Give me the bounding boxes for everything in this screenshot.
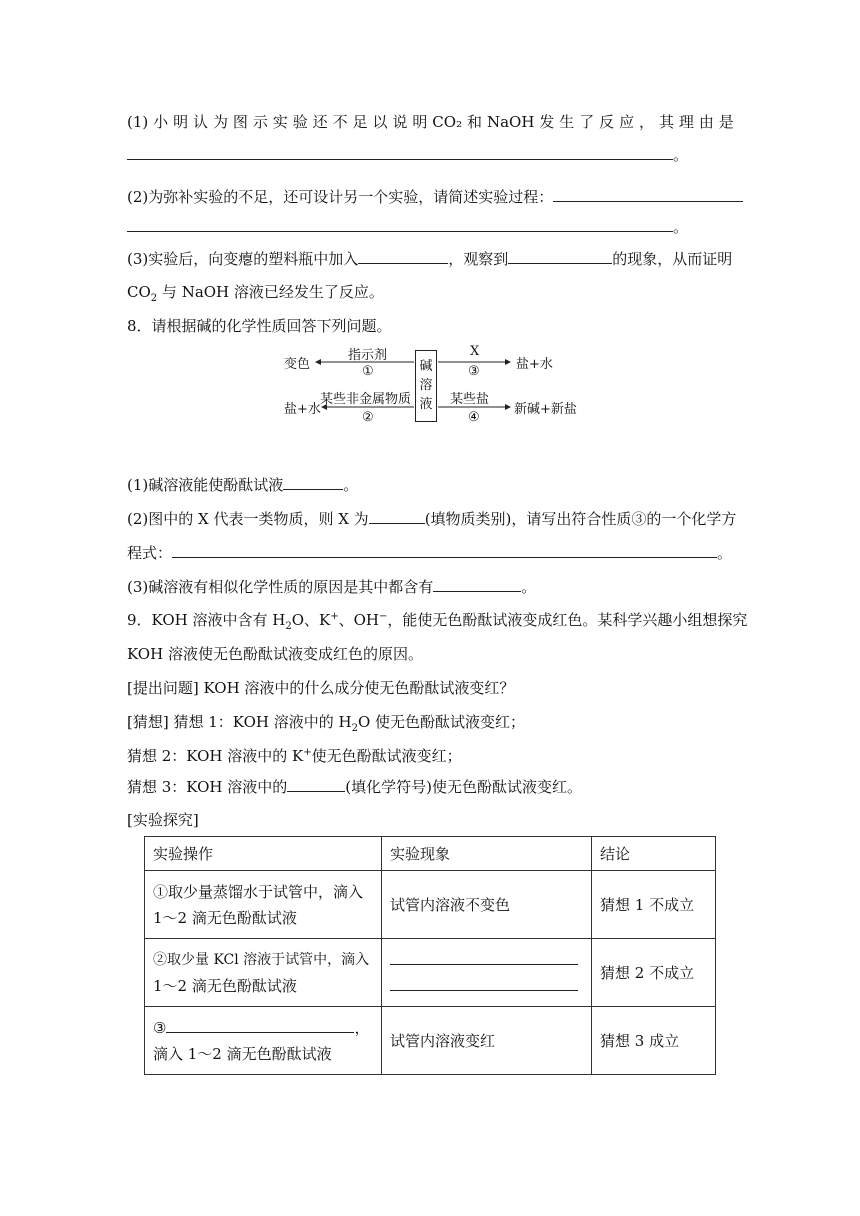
q7-part1-char: 应: [619, 113, 635, 131]
left-bottom-label: 某些非金属物质: [320, 392, 412, 407]
answer-blank[interactable]: [553, 186, 743, 202]
row1-operation: ①取少量蒸馏水于试管中，滴入 1～2 滴无色酚酞试液: [145, 871, 382, 939]
answer-blank[interactable]: [283, 474, 343, 490]
answer-blank[interactable]: [433, 576, 521, 592]
table-row: [145, 871, 716, 939]
left-top-label: 指示剂: [348, 348, 388, 363]
q9-question: [提出问题] KOH 溶液中的什么成分使无色酚酞试液变红？: [127, 679, 515, 697]
q7-part1-char: (1): [127, 113, 149, 131]
row2-conclusion: 猜想 2 不成立: [592, 939, 716, 1007]
table-header-row: [145, 837, 716, 871]
row2-operation: ②取少量 KCl 溶液于试管中，滴入 1～2 滴无色酚酞试液: [145, 939, 382, 1007]
q9-guess1: [猜想] 猜想 1：KOH 溶液中的 $H_2O$ 使无色酚酞试液变红；: [127, 713, 526, 734]
q7-part1-char: 验: [292, 113, 308, 131]
q7-part1-char: NaOH: [486, 113, 535, 131]
answer-blank[interactable]: [508, 248, 612, 264]
q7-part1-char: 反: [599, 113, 615, 131]
answer-blank[interactable]: [166, 1017, 354, 1033]
q8-part2-line: (2)图中的 X 代表一类物质，则 X 为 (填物质类别)，请写出符合性质③的一个化学方: [127, 510, 737, 528]
q7-part1-char: 明: [412, 113, 428, 131]
q9-guess2: 猜想 2：KOH 溶液中的 K+使无色酚酞试液变红；: [127, 747, 462, 765]
right-bottom-label: 某些盐: [450, 392, 490, 407]
base-solution-box: 碱 溶 液: [415, 350, 437, 422]
q8-part1-line: (1)碱溶液能使酚酞试液 。: [127, 476, 359, 494]
table-row: [145, 1007, 716, 1075]
base-properties-diagram: [280, 340, 600, 432]
q7-part2-line: (2)为弥补实验的不足，还可设计另一个实验，请简述实验过程：: [127, 186, 743, 207]
row1-phenomenon: 试管内溶液不变色: [382, 871, 592, 939]
row3-phenomenon: 试管内溶液变红: [382, 1007, 592, 1075]
right-bottom-result: 新碱+新盐: [514, 402, 577, 417]
q7-part3-line2: $CO_2$ 与 NaOH 溶液已经发生了反应。: [127, 283, 384, 304]
right-bottom-num: ④: [468, 410, 480, 425]
q8-part3-line: (3)碱溶液有相似化学性质的原因是其中都含有 。: [127, 578, 537, 596]
q7-part1-char: 发: [539, 113, 555, 131]
header-conclusion: 结论: [592, 837, 716, 871]
answer-blank[interactable]: [287, 776, 345, 792]
row1-conclusion: 猜想 1 不成立: [592, 871, 716, 939]
left-bottom-num: ②: [362, 410, 374, 425]
answer-blank[interactable]: [390, 975, 578, 991]
q7-part1-char: 为: [212, 113, 228, 131]
table-row: [145, 939, 716, 1007]
q9-explore-heading: [实验探究]: [127, 811, 199, 829]
q7-part1-char: 生: [559, 113, 575, 131]
left-top-result: 变色: [284, 357, 311, 372]
q7-part3-line: (3)实验后，向变瘪的塑料瓶中加入 ，观察到 的现象，从而证明: [127, 250, 733, 268]
q7-part1-char: 示: [252, 113, 268, 131]
q7-part1-char: 以: [372, 113, 388, 131]
q7-part1-char: 说: [392, 113, 408, 131]
right-top-label: X: [470, 344, 480, 359]
q7-part2-answer-line: 。: [127, 216, 688, 237]
q7-part1-char: 其: [658, 113, 674, 131]
answer-blank[interactable]: [390, 949, 578, 965]
q9-guess3: 猜想 3：KOH 溶液中的 (填化学符号)使无色酚酞试液变红。: [127, 778, 582, 796]
answer-blank[interactable]: [358, 248, 448, 264]
q7-part1-line: [127, 112, 734, 132]
q7-part1-char: 和: [467, 113, 483, 131]
header-phenomenon: 实验现象: [382, 837, 592, 871]
experiment-table: [144, 836, 716, 1075]
q7-part1-char: 还: [312, 113, 328, 131]
q8-title: 8．请根据碱的化学性质回答下列问题。: [127, 317, 392, 335]
row2-phenomenon-blanks: [382, 939, 592, 1007]
q7-part1-char: 实: [272, 113, 288, 131]
answer-blank[interactable]: [172, 542, 717, 558]
left-bottom-result: 盐+水: [284, 402, 321, 417]
answer-blank[interactable]: [127, 144, 673, 160]
left-top-num: ①: [362, 364, 374, 379]
row3-operation: ③ ， 滴入 1～2 滴无色酚酞试液: [145, 1007, 382, 1075]
q7-part1-char: 图: [232, 113, 248, 131]
q8-part2-line2: 程式： 。: [127, 544, 733, 562]
q7-part1-char: 理: [678, 113, 694, 131]
right-top-num: ③: [468, 364, 480, 379]
right-top-result: 盐+水: [516, 357, 553, 372]
q7-part1-char: ，: [639, 113, 655, 131]
q7-part1-char: 由: [698, 113, 714, 131]
answer-blank[interactable]: [127, 216, 673, 232]
header-operation: 实验操作: [145, 837, 382, 871]
q7-part1-char: 小: [153, 113, 169, 131]
q7-part1-answer-line: 。: [127, 144, 688, 165]
q7-part1-char: 了: [579, 113, 595, 131]
answer-blank[interactable]: [369, 508, 425, 524]
q7-part1-char: 足: [352, 113, 368, 131]
q7-part1-char: 不: [332, 113, 348, 131]
q7-part1-char: 是: [718, 113, 734, 131]
q9-line2: KOH 溶液使无色酚酞试液变成红色的原因。: [127, 645, 423, 663]
q7-part1-char: 认: [193, 113, 209, 131]
q7-part1-char: 明: [173, 113, 189, 131]
q7-part1-char: CO₂: [432, 113, 463, 131]
q9-line1: 9．KOH 溶液中含有 $H_2O$、K+、OH−，能使无色酚酞试液变成红色。某科学兴趣小组想探究: [127, 611, 748, 632]
row3-conclusion: 猜想 3 成立: [592, 1007, 716, 1075]
